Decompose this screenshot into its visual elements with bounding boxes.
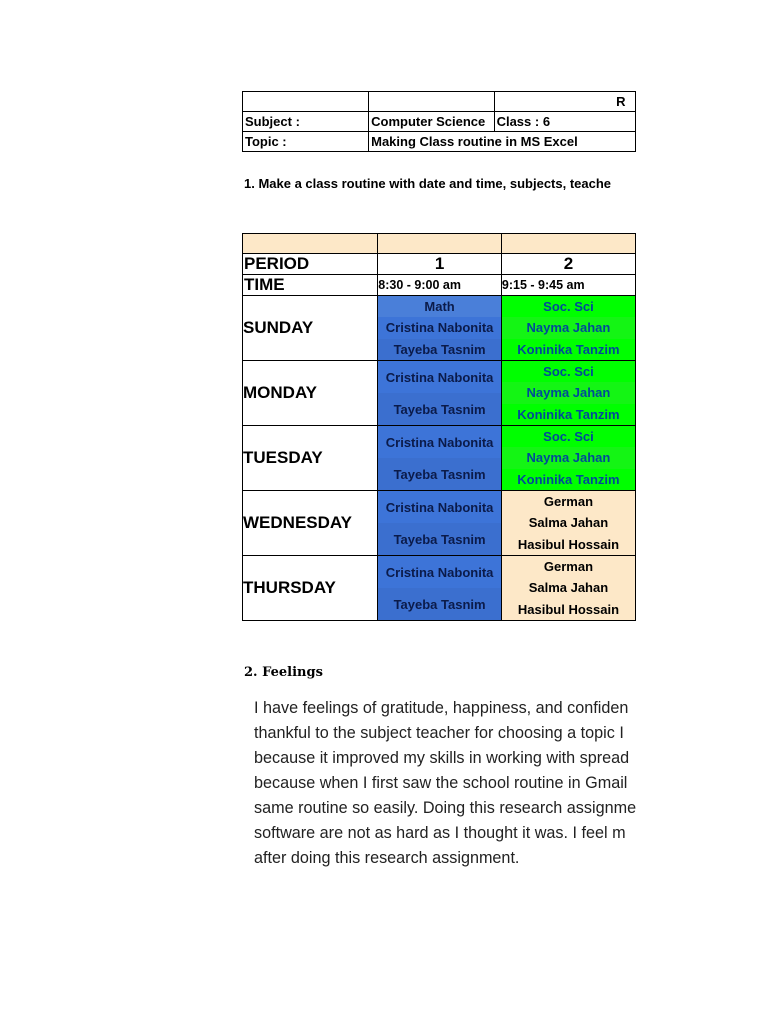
subject-name: German bbox=[543, 559, 594, 575]
routine-header-band bbox=[243, 234, 636, 254]
routine-table bbox=[242, 233, 636, 621]
teacher-name: Hasibul Hossain bbox=[517, 536, 620, 552]
teacher-name: Koninika Tanzim bbox=[517, 341, 620, 357]
teacher-name: Cristina Nabonita bbox=[378, 426, 501, 458]
day-row bbox=[243, 361, 636, 426]
period-label: PERIOD bbox=[243, 254, 378, 275]
paragraph-line: because it improved my skills in working with spread bbox=[254, 749, 630, 767]
time-slot: 9:15 - 9:45 am bbox=[501, 275, 635, 296]
paragraph-line: I have feelings of gratitude, happiness, and confiden bbox=[254, 699, 629, 717]
period-1-cell bbox=[378, 491, 502, 556]
topic-value: Making Class routine in MS Excel bbox=[369, 132, 636, 152]
teacher-name: Cristina Nabonita bbox=[378, 556, 501, 588]
period-2-cell bbox=[501, 426, 635, 491]
topic-label: Topic : bbox=[243, 132, 369, 152]
feelings-heading: 2. Feelings bbox=[244, 665, 323, 680]
day-row bbox=[243, 296, 636, 361]
teacher-name: Salma Jahan bbox=[528, 580, 609, 596]
period-row bbox=[243, 254, 636, 275]
subject-name: Soc. Sci bbox=[543, 429, 594, 445]
info-empty-cell bbox=[243, 92, 369, 112]
feelings-paragraph bbox=[254, 696, 636, 871]
teacher-name: Tayeba Tasnim bbox=[378, 588, 501, 620]
period-number: 1 bbox=[378, 254, 502, 275]
teacher-name: Tayeba Tasnim bbox=[378, 523, 501, 555]
day-label: TUESDAY bbox=[243, 426, 378, 491]
teacher-name: Hasibul Hossain bbox=[517, 601, 620, 617]
class-value: Class : 6 bbox=[494, 112, 635, 132]
day-row bbox=[243, 491, 636, 556]
period-1-cell bbox=[378, 361, 502, 426]
paragraph-line: after doing this research assignment. bbox=[254, 849, 520, 867]
period-1-cell bbox=[378, 426, 502, 491]
instruction-text: 1. Make a class routine with date and time, subjects, teache bbox=[244, 176, 612, 191]
subject-name: Soc. Sci bbox=[543, 299, 594, 315]
day-row bbox=[243, 556, 636, 621]
subject-value: Computer Science bbox=[369, 112, 494, 132]
day-label: WEDNESDAY bbox=[243, 491, 378, 556]
period-2-cell bbox=[501, 296, 635, 361]
paragraph-line: because when I first saw the school routine in Gmail bbox=[254, 774, 628, 792]
period-2-cell bbox=[501, 361, 635, 426]
routine-title-cell bbox=[494, 92, 635, 112]
time-row bbox=[243, 275, 636, 296]
teacher-name: Nayma Jahan bbox=[502, 447, 635, 468]
info-empty-cell bbox=[369, 92, 494, 112]
time-slot: 8:30 - 9:00 am bbox=[378, 275, 502, 296]
period-2-cell bbox=[501, 491, 635, 556]
paragraph-line: thankful to the subject teacher for choosing a topic I bbox=[254, 724, 624, 742]
day-row bbox=[243, 426, 636, 491]
routine-title-text: R bbox=[616, 94, 626, 109]
teacher-name: Cristina Nabonita bbox=[378, 491, 501, 523]
period-number: 2 bbox=[501, 254, 635, 275]
paragraph-line: same routine so easily. Doing this research assignme bbox=[254, 799, 636, 817]
period-1-cell bbox=[378, 296, 502, 361]
day-label: SUNDAY bbox=[243, 296, 378, 361]
teacher-name: Koninika Tanzim bbox=[517, 471, 620, 487]
time-label: TIME bbox=[243, 275, 378, 296]
info-table bbox=[242, 91, 636, 152]
subject-label: Subject : bbox=[243, 112, 369, 132]
subject-name: German bbox=[543, 494, 594, 510]
teacher-name: Koninika Tanzim bbox=[517, 406, 620, 422]
subject-name: Math bbox=[424, 299, 455, 315]
day-label: THURSDAY bbox=[243, 556, 378, 621]
teacher-name: Nayma Jahan bbox=[502, 317, 635, 338]
day-label: MONDAY bbox=[243, 361, 378, 426]
period-2-cell bbox=[501, 556, 635, 621]
teacher-name: Salma Jahan bbox=[528, 515, 609, 531]
paragraph-line: software are not as hard as I thought it was. I feel m bbox=[254, 824, 626, 842]
period-1-cell bbox=[378, 556, 502, 621]
teacher-name: Tayeba Tasnim bbox=[378, 393, 501, 425]
teacher-name: Tayeba Tasnim bbox=[378, 339, 501, 360]
subject-name: Soc. Sci bbox=[543, 364, 594, 380]
teacher-name: Nayma Jahan bbox=[502, 382, 635, 403]
teacher-name: Tayeba Tasnim bbox=[378, 458, 501, 490]
teacher-name: Cristina Nabonita bbox=[378, 361, 501, 393]
teacher-name: Cristina Nabonita bbox=[378, 317, 501, 338]
